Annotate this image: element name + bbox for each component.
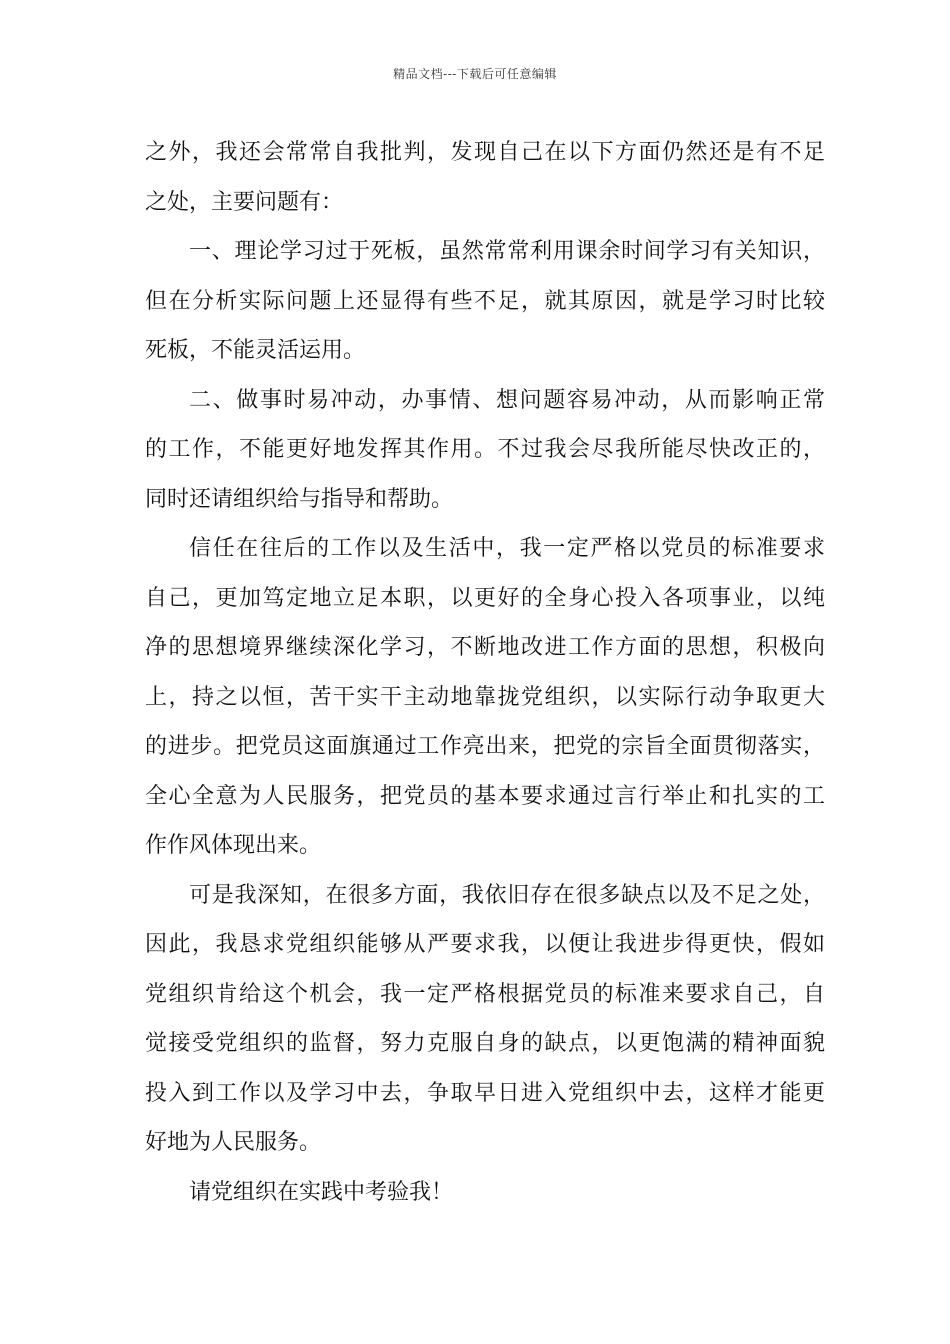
text-line: 但在分析实际问题上还显得有些不足，就其原因，就是学习时比较 — [145, 288, 825, 314]
text-line: 的进步。把党员这面旗通过工作亮出来，把党的宗旨全面贯彻落实， — [145, 734, 825, 759]
page-header: 精品文档---下载后可任意编辑 — [393, 67, 557, 81]
text-line: 全心全意为人民服务，把党员的基本要求通过言行举止和扎实的工 — [145, 783, 825, 809]
paragraph-first-line: 请党组织在实践中考验我！ — [189, 1179, 454, 1205]
text-line: 上，持之以恒，苦干实干主动地靠拢党组织，以实际行动争取更大 — [145, 684, 825, 710]
text-line: 之处，主要问题有： — [145, 189, 344, 215]
paragraph-first-line: 可是我深知，在很多方面，我依旧存在很多缺点以及不足之处， — [189, 882, 825, 908]
text-line: 投入到工作以及学习中去，争取早日进入党组织中去，这样才能更 — [145, 1080, 825, 1106]
text-line: 之外，我还会常常自我批判，发现自己在以下方面仍然还是有不足 — [145, 140, 825, 165]
text-line: 好地为人民服务。 — [145, 1130, 322, 1155]
text-line: 党组织肯给这个机会，我一定严格根据党员的标准来要求自己，自 — [145, 981, 825, 1007]
text-line: 觉接受党组织的监督，努力克服自身的缺点，以更饱满的精神面貌 — [145, 1031, 825, 1056]
text-line: 净的思想境界继续深化学习，不断地改进工作方面的思想，积极向 — [145, 635, 825, 660]
paragraph-first-line: 信任在往后的工作以及生活中，我一定严格以党员的标准要求 — [189, 536, 825, 561]
text-line: 自己，更加笃定地立足本职，以更好的全身心投入各项事业，以纯 — [145, 585, 825, 611]
text-line: 因此，我恳求党组织能够从严要求我，以便让我进步得更快，假如 — [145, 932, 825, 957]
text-line: 的工作，不能更好地发挥其作用。不过我会尽我所能尽快改正的， — [145, 437, 825, 462]
paragraph-first-line: 二、做事时易冲动，办事情、想问题容易冲动，从而影响正常 — [189, 387, 825, 413]
text-line: 死板，不能灵活运用。 — [145, 338, 366, 363]
paragraph-first-line: 一、理论学习过于死板，虽然常常利用课余时间学习有关知识， — [189, 239, 825, 264]
text-line: 作作风体现出来。 — [145, 833, 322, 858]
document-body — [145, 128, 825, 1217]
text-line: 同时还请组织给与指导和帮助。 — [145, 486, 454, 512]
